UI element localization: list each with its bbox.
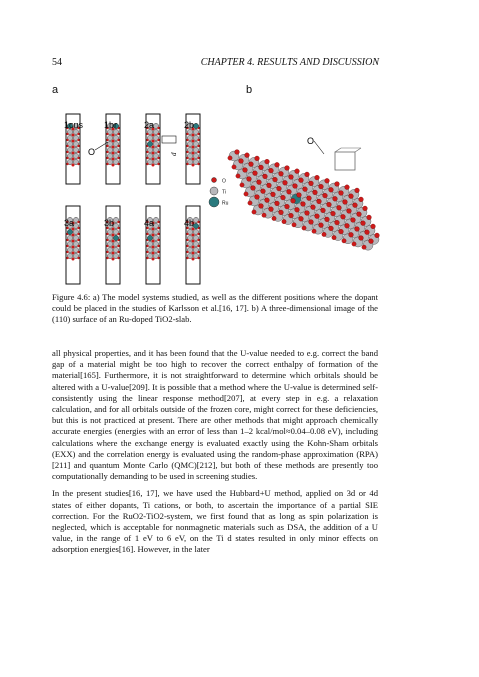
paragraph-2: In the present studies[16, 17], we have used the Hubbard+U method, applied on 3d or 4d states of either dopants, Ti cations, or both, to ascertain the importance of a partial SIE correction. For the RuO2-TiO2-system, we first found that as long as spin polarization is neglected, which is acceptable for nonmagnetic materials such as DSA, the addition of a U value, in the range of 1 eV to 6 eV, on the Ti d states resulted in only minor effects on adsorption energies[16]. However, in the later (52, 488, 378, 555)
site-label: 3b (104, 218, 115, 228)
oxygen-label-a: O (88, 147, 96, 157)
paragraph-1: all physical properties, and it has been found that the U-value needed to e.g. correct the band gap of a material might be too high to recover the correct enthalpy of formation of the material[165]. Furthermore, it is not straightforward to determine which orbitals should be altered with a U-value[209]. It is possible that a method where the U-value is determined self-consistently using the linear response method[207], at every step in e.g. a relaxation calculation, and for all orbitals outside of the frozen core, might correct for these deficiencies, but this is not practiced at present. There are other methods that might approach chemically accurate energies (energies with an error of less than 1–2 kcal/mol≈0.04–0.08 eV), including calculations where the exchange energy is evaluated exactly using the Kohn-Sham orbitals (EXX) and the correlation energy is evaluated using the random-phase approximation (RPA)[211] and quantum Monte Carlo (QMC)[212], but both of these methods are presently too computationally demanding to be used in screening studies. (52, 348, 378, 482)
site-label: 4a (144, 218, 155, 228)
legend-swatch (209, 197, 219, 207)
site-label: 3a (64, 218, 75, 228)
dimension-label: d (170, 152, 178, 156)
site-label: 1br (104, 120, 118, 130)
site-label: 2a (144, 120, 155, 130)
body-text (52, 348, 378, 562)
panel-b-label: b (246, 84, 253, 96)
page-number: 54 (52, 57, 62, 68)
site-label: 1cus (64, 120, 84, 130)
chapter-header: CHAPTER 4. RESULTS AND DISCUSSION (200, 57, 379, 68)
legend-swatch (210, 187, 218, 195)
legend-swatch (212, 178, 217, 183)
oxygen-label-b: O (307, 136, 315, 146)
legend-label: O (222, 178, 226, 185)
slab-model (64, 114, 84, 184)
figure-panel-a (52, 98, 382, 288)
site-label: 2b (184, 120, 195, 130)
panel-a-label: a (52, 84, 59, 96)
legend-label: Ti (222, 189, 226, 196)
slab-model (184, 114, 200, 184)
slab-model (104, 206, 120, 284)
slab-model (144, 114, 160, 184)
slab-model (144, 206, 160, 284)
site-label: 4b (184, 218, 195, 228)
figure-caption: Figure 4.6: a) The model systems studied, as well as the different positions where the dopant could be placed in the studies of Karlsson et al.[16, 17]. b) A three-dimensional image of the (110) surface of an Ru-doped TiO2-slab. (52, 292, 378, 324)
slab-model (104, 114, 120, 184)
slab-model (184, 206, 200, 284)
slab-model (64, 206, 80, 284)
legend-label: Ru (222, 200, 229, 207)
